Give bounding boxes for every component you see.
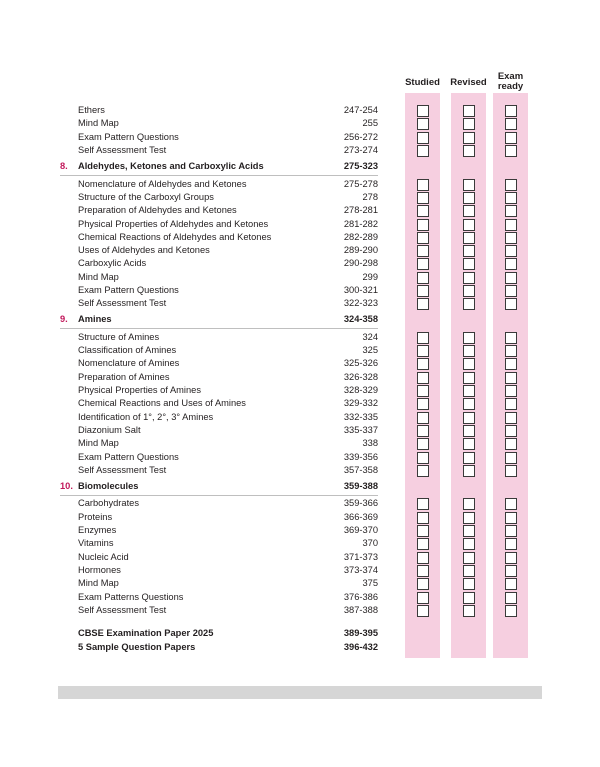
exam-ready-checkbox[interactable] [505,272,517,284]
revised-checkbox[interactable] [463,345,475,357]
topic-title: Mind Map [78,438,119,448]
revised-checkbox[interactable] [463,605,475,617]
exam-ready-checkbox[interactable] [505,425,517,437]
revised-checkbox[interactable] [463,145,475,157]
revised-checkbox[interactable] [463,358,475,370]
studied-checkbox[interactable] [417,565,429,577]
page-range: 275-278 [343,179,378,189]
studied-checkbox[interactable] [417,498,429,510]
topic-title: Chemical Reactions of Aldehydes and Ketones [78,232,272,242]
exam-ready-checkbox[interactable] [505,525,517,537]
studied-checkbox[interactable] [417,512,429,524]
topic-title: Physical Properties of Amines [78,385,201,395]
page-range: 300-321 [343,285,378,295]
revised-checkbox[interactable] [463,498,475,510]
page-range: 256-272 [343,132,378,142]
studied-checkbox[interactable] [417,372,429,384]
topic-row [0,524,600,537]
topic-row [0,104,600,117]
exam-ready-checkbox[interactable] [505,452,517,464]
exam-ready-checkbox[interactable] [505,245,517,257]
exam-ready-checkbox[interactable] [505,565,517,577]
revised-checkbox[interactable] [463,385,475,397]
exam-ready-checkbox[interactable] [505,465,517,477]
studied-checkbox[interactable] [417,245,429,257]
exam-ready-checkbox[interactable] [505,132,517,144]
revised-checkbox[interactable] [463,192,475,204]
studied-checkbox[interactable] [417,132,429,144]
page-range: 328-329 [343,385,378,395]
exam-ready-checkbox[interactable] [505,285,517,297]
studied-checkbox[interactable] [417,358,429,370]
page-range: 339-356 [343,452,378,462]
exam-ready-checkbox[interactable] [505,179,517,191]
topic-title: Structure of Amines [78,332,160,342]
topic-title: Structure of the Carboxyl Groups [78,192,214,202]
footer-bar [58,686,542,699]
page-range: 373-374 [343,565,378,575]
chapter-number: 10. [60,481,73,491]
chapter-title: Aldehydes, Ketones and Carboxylic Acids [78,161,264,171]
page-range: 326-328 [343,372,378,382]
studied-checkbox[interactable] [417,605,429,617]
studied-checkbox[interactable] [417,285,429,297]
studied-checkbox[interactable] [417,232,429,244]
page-range: 359-388 [343,481,378,491]
page-range: 247-254 [343,105,378,115]
revised-checkbox[interactable] [463,465,475,477]
topic-row [0,464,600,477]
topic-title: Self Assessment Test [78,298,167,308]
page-range: 329-332 [343,398,378,408]
studied-checkbox[interactable] [417,412,429,424]
exam-ready-checkbox[interactable] [505,219,517,231]
page-range: 282-289 [343,232,378,242]
topic-title: Identification of 1°, 2°, 3° Amines [78,412,214,422]
page-range: 387-388 [343,605,378,615]
revised-checkbox[interactable] [463,132,475,144]
revised-checkbox[interactable] [463,452,475,464]
studied-header: Studied [405,77,440,88]
exam-ready-header-line1: Exam [497,71,524,82]
topic-row [0,131,600,144]
revised-checkbox[interactable] [463,525,475,537]
topic-title: Nomenclature of Aldehydes and Ketones [78,179,247,189]
topic-title: Preparation of Aldehydes and Ketones [78,205,237,215]
topic-title: Mind Map [78,578,119,588]
chapter-number: 8. [60,161,68,171]
topic-row [0,497,600,510]
topic-title: Proteins [78,512,113,522]
revised-checkbox[interactable] [463,565,475,577]
topic-row [0,641,600,654]
page-range: 338 [362,438,378,448]
topic-row [0,231,600,244]
topic-row [0,204,600,217]
revised-checkbox[interactable] [463,258,475,270]
exam-ready-checkbox[interactable] [505,605,517,617]
topic-row [0,577,600,590]
page-range: 275-323 [343,161,378,171]
chapter-title: Biomolecules [78,481,139,491]
exam-ready-checkbox[interactable] [505,205,517,217]
topic-row [0,271,600,284]
revised-checkbox[interactable] [463,285,475,297]
page-range: 325-326 [343,358,378,368]
topic-row [0,144,600,157]
studied-checkbox[interactable] [417,345,429,357]
studied-checkbox[interactable] [417,258,429,270]
revised-checkbox[interactable] [463,205,475,217]
revised-checkbox[interactable] [463,272,475,284]
topic-row [0,257,600,270]
revised-checkbox[interactable] [463,592,475,604]
topic-row [0,424,600,437]
page-range: 366-369 [343,512,378,522]
exam-ready-checkbox[interactable] [505,232,517,244]
exam-ready-checkbox[interactable] [505,298,517,310]
topic-row [0,384,600,397]
chapter-divider [60,328,378,329]
topic-row [0,191,600,204]
chapter-divider [60,495,378,496]
page-range: 375 [362,578,378,588]
studied-checkbox[interactable] [417,179,429,191]
page-range: 278-281 [343,205,378,215]
studied-checkbox[interactable] [417,298,429,310]
page-range: 371-373 [343,552,378,562]
exam-ready-checkbox[interactable] [505,118,517,130]
studied-checkbox[interactable] [417,192,429,204]
revised-checkbox[interactable] [463,118,475,130]
topic-row [0,537,600,550]
topic-title: Carboxylic Acids [78,258,147,268]
revised-checkbox[interactable] [463,425,475,437]
topic-title: Mind Map [78,272,119,282]
topic-title: Diazonium Salt [78,425,141,435]
topic-row [0,591,600,604]
revised-checkbox[interactable] [463,298,475,310]
page-range: 322-323 [343,298,378,308]
topic-title: Self Assessment Test [78,605,167,615]
studied-checkbox[interactable] [417,118,429,130]
exam-ready-checkbox[interactable] [505,512,517,524]
page-range: 299 [362,272,378,282]
exam-ready-checkbox[interactable] [505,258,517,270]
page-range: 273-274 [343,145,378,155]
chapter-row [0,313,600,326]
studied-checkbox[interactable] [417,465,429,477]
topic-title: Mind Map [78,118,119,128]
page-range: 376-386 [343,592,378,602]
page-range: 332-335 [343,412,378,422]
exam-ready-checkbox[interactable] [505,592,517,604]
revised-checkbox[interactable] [463,372,475,384]
topic-title: Hormones [78,565,121,575]
topic-title: Enzymes [78,525,117,535]
topic-row [0,551,600,564]
exam-ready-checkbox[interactable] [505,438,517,450]
topic-row [0,117,600,130]
topic-title: Preparation of Amines [78,372,170,382]
studied-checkbox[interactable] [417,525,429,537]
revised-checkbox[interactable] [463,538,475,550]
revised-checkbox[interactable] [463,245,475,257]
revised-checkbox[interactable] [463,179,475,191]
exam-ready-checkbox[interactable] [505,358,517,370]
studied-checkbox[interactable] [417,385,429,397]
studied-checkbox[interactable] [417,145,429,157]
studied-checkbox[interactable] [417,332,429,344]
topic-title: Physical Properties of Aldehydes and Ketones [78,219,269,229]
page-range: 324-358 [343,314,378,324]
topic-title: Exam Pattern Questions [78,132,179,142]
page-range: 357-358 [343,465,378,475]
page-range: 281-282 [343,219,378,229]
exam-ready-checkbox[interactable] [505,192,517,204]
revised-checkbox[interactable] [463,512,475,524]
page-range: 290-298 [343,258,378,268]
page-range: 324 [362,332,378,342]
topic-title: 5 Sample Question Papers [78,642,196,652]
topic-row [0,451,600,464]
topic-title: Vitamins [78,538,114,548]
page-range: 335-337 [343,425,378,435]
page-range: 289-290 [343,245,378,255]
page-range: 389-395 [343,628,378,638]
topic-row [0,344,600,357]
page-range: 255 [362,118,378,128]
exam-ready-checkbox[interactable] [505,578,517,590]
topic-title: Uses of Aldehydes and Ketones [78,245,210,255]
exam-ready-checkbox[interactable] [505,398,517,410]
revised-checkbox[interactable] [463,412,475,424]
chapter-row [0,160,600,173]
studied-checkbox[interactable] [417,592,429,604]
topic-row [0,604,600,617]
chapter-row [0,480,600,493]
page-range: 325 [362,345,378,355]
studied-checkbox[interactable] [417,105,429,117]
topic-title: Exam Patterns Questions [78,592,184,602]
revised-checkbox[interactable] [463,332,475,344]
exam-ready-checkbox[interactable] [505,385,517,397]
topic-row [0,437,600,450]
topic-row [0,564,600,577]
exam-ready-checkbox[interactable] [505,372,517,384]
topic-title: Exam Pattern Questions [78,452,179,462]
topic-title: Classification of Amines [78,345,177,355]
topic-row [0,411,600,424]
page-range: 359-366 [343,498,378,508]
studied-checkbox[interactable] [417,398,429,410]
studied-checkbox[interactable] [417,452,429,464]
topic-row [0,371,600,384]
studied-checkbox[interactable] [417,552,429,564]
topic-row [0,357,600,370]
studied-checkbox[interactable] [417,425,429,437]
chapter-title: Amines [78,314,112,324]
exam-ready-checkbox[interactable] [505,538,517,550]
topic-row [0,178,600,191]
topic-title: Nucleic Acid [78,552,129,562]
studied-checkbox[interactable] [417,272,429,284]
topic-title: Carbohydrates [78,498,139,508]
page-range: 369-370 [343,525,378,535]
studied-checkbox[interactable] [417,578,429,590]
studied-checkbox[interactable] [417,219,429,231]
topic-row [0,297,600,310]
exam-ready-checkbox[interactable] [505,345,517,357]
exam-ready-checkbox[interactable] [505,552,517,564]
topic-row [0,218,600,231]
topic-row [0,397,600,410]
revised-checkbox[interactable] [463,438,475,450]
topic-row [0,244,600,257]
chapter-number: 9. [60,314,68,324]
topic-title: Chemical Reactions and Uses of Amines [78,398,246,408]
studied-checkbox[interactable] [417,438,429,450]
topic-row [0,331,600,344]
exam-ready-checkbox[interactable] [505,105,517,117]
revised-checkbox[interactable] [463,105,475,117]
studied-checkbox[interactable] [417,205,429,217]
revised-checkbox[interactable] [463,552,475,564]
revised-checkbox[interactable] [463,398,475,410]
revised-header: Revised [450,77,487,88]
topic-row [0,284,600,297]
chapter-divider [60,175,378,176]
revised-checkbox[interactable] [463,219,475,231]
exam-ready-header-line2: ready [497,81,524,92]
revised-checkbox[interactable] [463,578,475,590]
studied-checkbox[interactable] [417,538,429,550]
topic-title: CBSE Examination Paper 2025 [78,628,214,638]
topic-title: Nomenclature of Amines [78,358,180,368]
topic-title: Exam Pattern Questions [78,285,179,295]
topic-row [0,511,600,524]
page-range: 278 [362,192,378,202]
page-range: 370 [362,538,378,548]
topic-title: Self Assessment Test [78,465,167,475]
exam-ready-checkbox[interactable] [505,412,517,424]
topic-title: Self Assessment Test [78,145,167,155]
exam-ready-checkbox[interactable] [505,498,517,510]
exam-ready-checkbox[interactable] [505,332,517,344]
exam-ready-checkbox[interactable] [505,145,517,157]
page-range: 396-432 [343,642,378,652]
topic-row [0,627,600,640]
revised-checkbox[interactable] [463,232,475,244]
topic-title: Ethers [78,105,105,115]
